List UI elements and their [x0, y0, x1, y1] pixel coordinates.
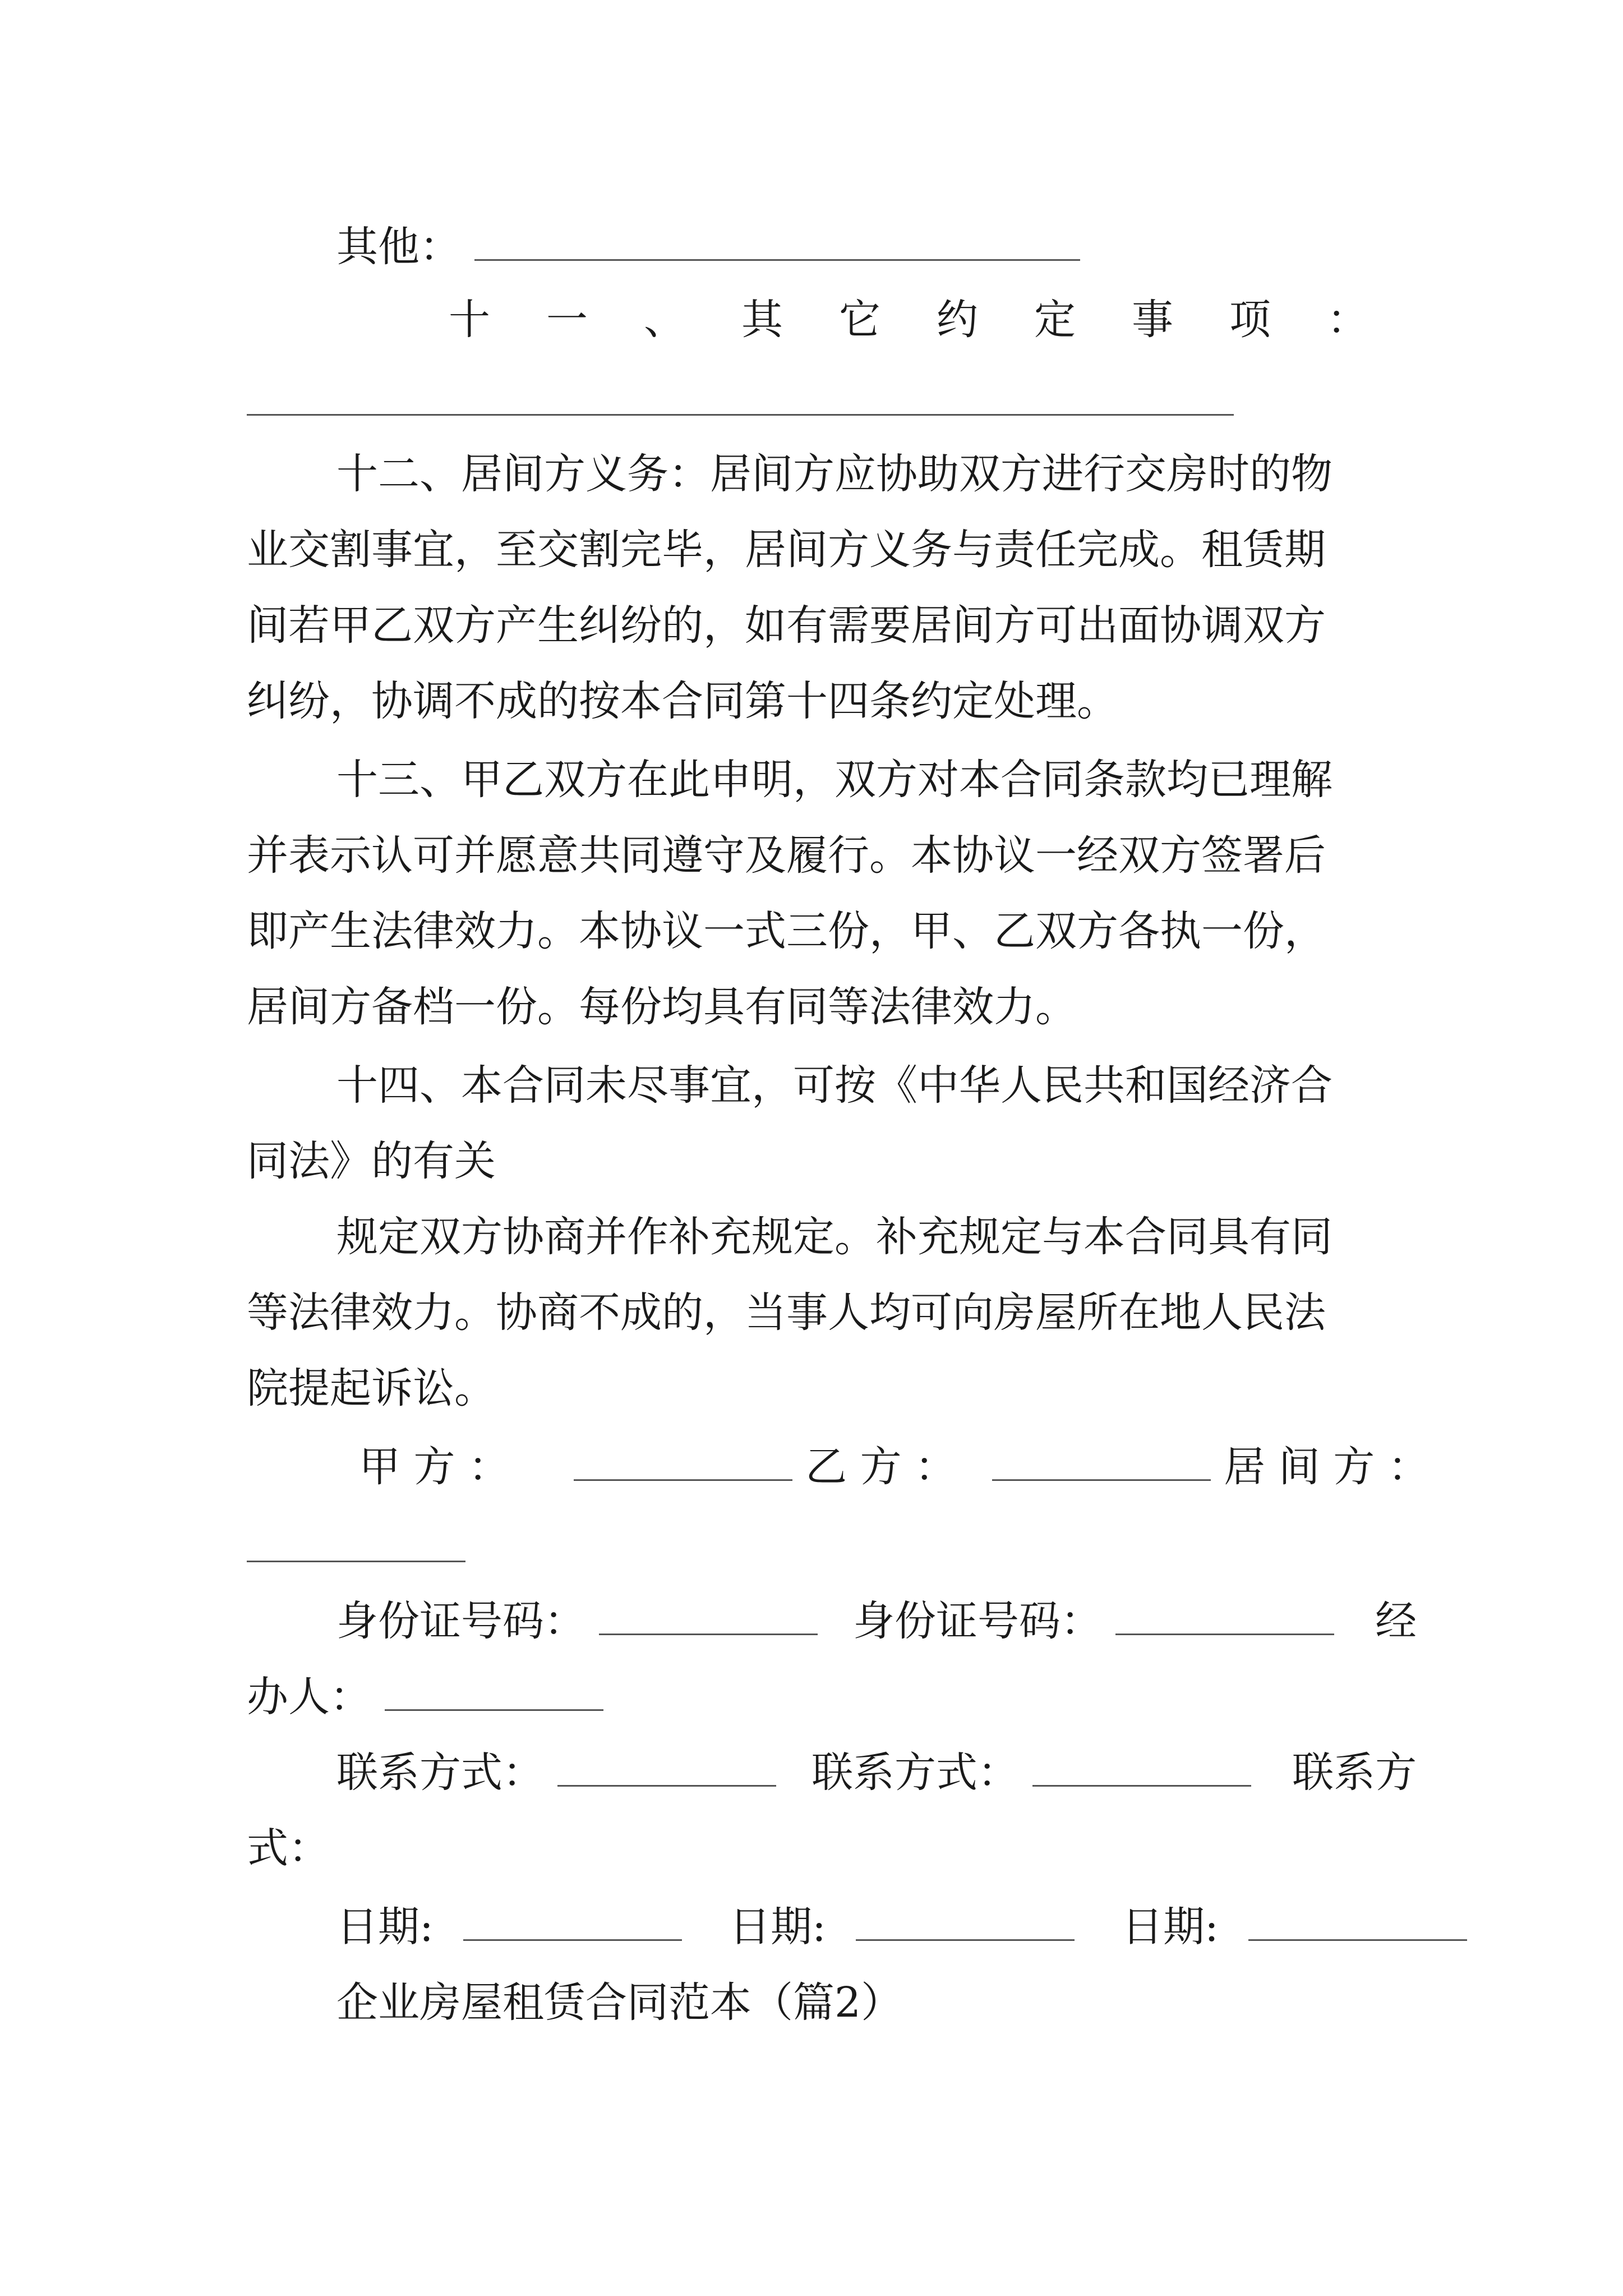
intermediary-label: 居 间 方 ： — [1224, 1443, 1430, 1491]
date-blank-b — [856, 1902, 1075, 1941]
article14-line: 十四、本合同未尽事宜，可按《中华人民共和国经济合 — [336, 1061, 1332, 1110]
date-label-c: 日期: — [1122, 1903, 1219, 1951]
article11-char: 约 — [937, 296, 978, 344]
article14-line: 同法》的有关 — [247, 1137, 496, 1185]
contact-blank-b — [1032, 1748, 1251, 1787]
article11-char: 其 — [741, 296, 783, 344]
article11-char: ： — [1327, 296, 1368, 344]
article11-heading — [449, 292, 1368, 348]
article11-char: 一 — [546, 296, 588, 344]
article14-line: 院提起诉讼。 — [247, 1364, 496, 1412]
date-label-a: 日期: — [336, 1903, 434, 1951]
contact-label-a: 联系方式： — [336, 1749, 544, 1797]
article13-line: 居间方备档一份。每份均具有同等法律效力。 — [247, 983, 1077, 1031]
article13-line: 并表示认可并愿意共同遵守及履行。本协议一经双方签署后 — [247, 831, 1326, 880]
party-a-label: 甲 方 ： — [359, 1443, 510, 1491]
contact-label-b: 联系方式： — [811, 1749, 1020, 1797]
intermediary-blank — [247, 1561, 465, 1562]
date-blank-a — [463, 1902, 682, 1941]
signature-row — [359, 1439, 1430, 1495]
article12-line: 纠纷，协调不成的按本合同第十四条约定处理。 — [247, 677, 1118, 725]
id-blank-b — [1115, 1596, 1334, 1635]
article12-line: 间若甲乙双方产生纠纷的，如有需要居间方可出面协调双方 — [247, 601, 1326, 650]
date-row — [336, 1899, 1380, 1955]
article13-line: 即产生法律效力。本协议一式三份，甲、乙双方各执一份， — [247, 907, 1326, 955]
party-b-blank — [992, 1442, 1211, 1481]
article11-char: 定 — [1034, 296, 1076, 344]
contact-label-c: 联系方 — [1292, 1749, 1417, 1797]
article13-line: 十三、甲乙双方在此申明，双方对本合同条款均已理解 — [336, 756, 1332, 804]
next-contract-title: 企业房屋租赁合同范本（篇2） — [336, 1978, 903, 2027]
date-blank-c — [1248, 1902, 1467, 1941]
article12-line: 十二、居间方义务：居间方应协助双方进行交房时的物 — [336, 450, 1332, 498]
id-label-a: 身份证号码： — [336, 1597, 585, 1645]
id-blank-a — [599, 1596, 818, 1635]
article11-blank-line — [247, 414, 1234, 416]
date-label-b: 日期: — [729, 1903, 826, 1951]
contact-row — [336, 1745, 1417, 1801]
article14-line: 等法律效力。协商不成的，当事人均可向房屋所在地人民法 — [247, 1289, 1326, 1337]
article11-char: 它 — [839, 296, 880, 344]
contact-label-c2: 式： — [247, 1824, 330, 1872]
other-blank — [474, 222, 1080, 261]
other-label: 其他： — [336, 223, 461, 271]
agent-label: 办人： — [247, 1673, 371, 1721]
article11-char: 十 — [449, 296, 490, 344]
id-row-continued — [247, 1669, 1380, 1725]
article11-char: 事 — [1132, 296, 1173, 344]
agent-blank — [385, 1672, 603, 1711]
article12-line: 业交割事宜，至交割完毕，居间方义务与责任完成。租赁期 — [247, 526, 1326, 574]
contact-blank-a — [557, 1748, 776, 1787]
article14-line: 规定双方协商并作补充规定。补充规定与本合同具有同 — [336, 1213, 1332, 1261]
other-line — [336, 219, 1380, 275]
id-label-c: 经 — [1375, 1597, 1417, 1645]
article11-char: 项 — [1229, 296, 1271, 344]
contact-row-continued — [247, 1820, 1380, 1876]
party-b-label: 乙 方 ： — [805, 1443, 957, 1491]
party-a-blank — [574, 1442, 792, 1481]
id-row — [336, 1593, 1417, 1649]
id-label-b: 身份证号码： — [853, 1597, 1103, 1645]
article11-char: 、 — [644, 296, 685, 344]
